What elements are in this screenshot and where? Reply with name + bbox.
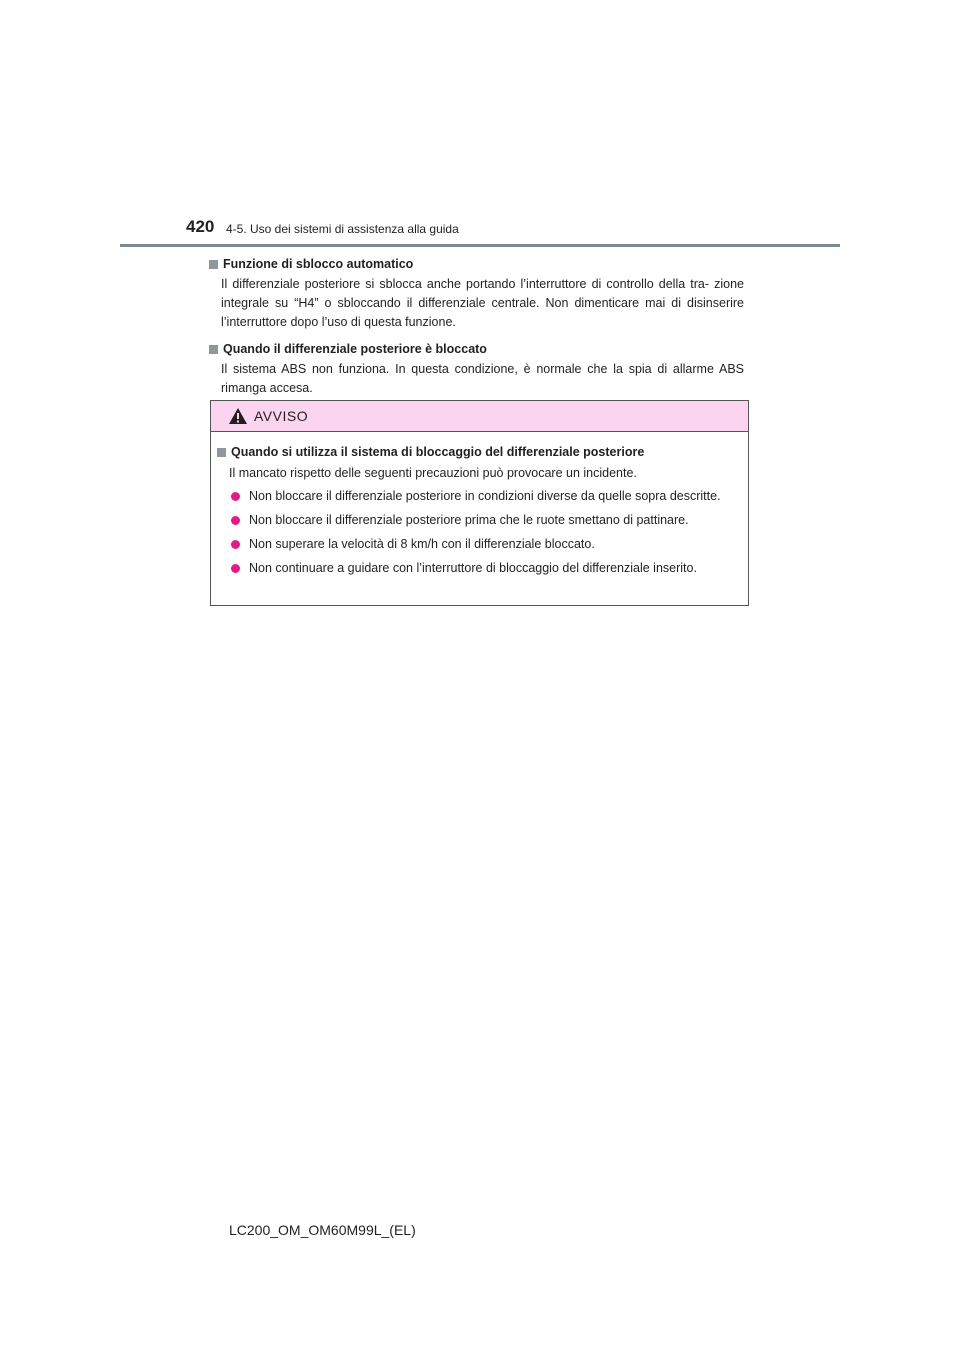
list-item: Non bloccare il differenziale posteriore prima che le ruote smettano di pattinare. [229,511,742,530]
section-title: 4-5. Uso dei sistemi di assistenza alla guida [226,222,459,236]
circle-bullet-icon [231,540,240,549]
warning-heading [217,444,742,460]
circle-bullet-icon [231,492,240,501]
warning-list [229,487,742,578]
list-item: Non bloccare il differenziale posteriore in condizioni diverse da quelle sopra descritte. [229,487,742,506]
footer-code: LC200_OM_OM60M99L_(EL) [229,1222,416,1238]
circle-bullet-icon [231,516,240,525]
circle-bullet-icon [231,564,240,573]
warning-triangle-icon [228,407,248,425]
square-bullet-icon [209,345,218,354]
topic-body: Il differenziale posteriore si sblocca anche portando l’interruttore di controllo della tra- zione integrale su “H4” o sbloccando il differenziale centrale. Non dimenticare mai di disinserire l’interruttore dopo l’uso di questa funzione. [221,277,744,329]
topic-heading [209,341,744,357]
topic-locked [209,341,744,398]
topic-heading [209,256,744,272]
list-item: Non continuare a guidare con l’interruttore di bloccaggio del differenziale inserito. [229,559,742,578]
square-bullet-icon [209,260,218,269]
warning-box [210,400,749,606]
warning-header [211,401,748,432]
header-divider [120,244,840,247]
main-content [209,256,744,407]
warning-title: AVVISO [254,408,309,424]
warning-body [211,432,748,578]
topic-auto-unlock [209,256,744,332]
topic-heading-text: Funzione di sblocco automatico [223,257,414,271]
topic-body: Il sistema ABS non funziona. In questa condizione, è normale che la spia di allarme ABS rimanga accesa. [221,362,744,395]
warning-heading-text: Quando si utilizza il sistema di bloccaggio del differenziale posteriore [231,445,645,459]
page-number: 420 [186,217,215,236]
warning-intro: Il mancato rispetto delle seguenti precauzioni può provocare un incidente. [229,466,637,480]
square-bullet-icon [217,448,226,457]
list-item: Non superare la velocità di 8 km/h con il differenziale bloccato. [229,535,742,554]
topic-heading-text: Quando il differenziale posteriore è bloccato [223,342,487,356]
